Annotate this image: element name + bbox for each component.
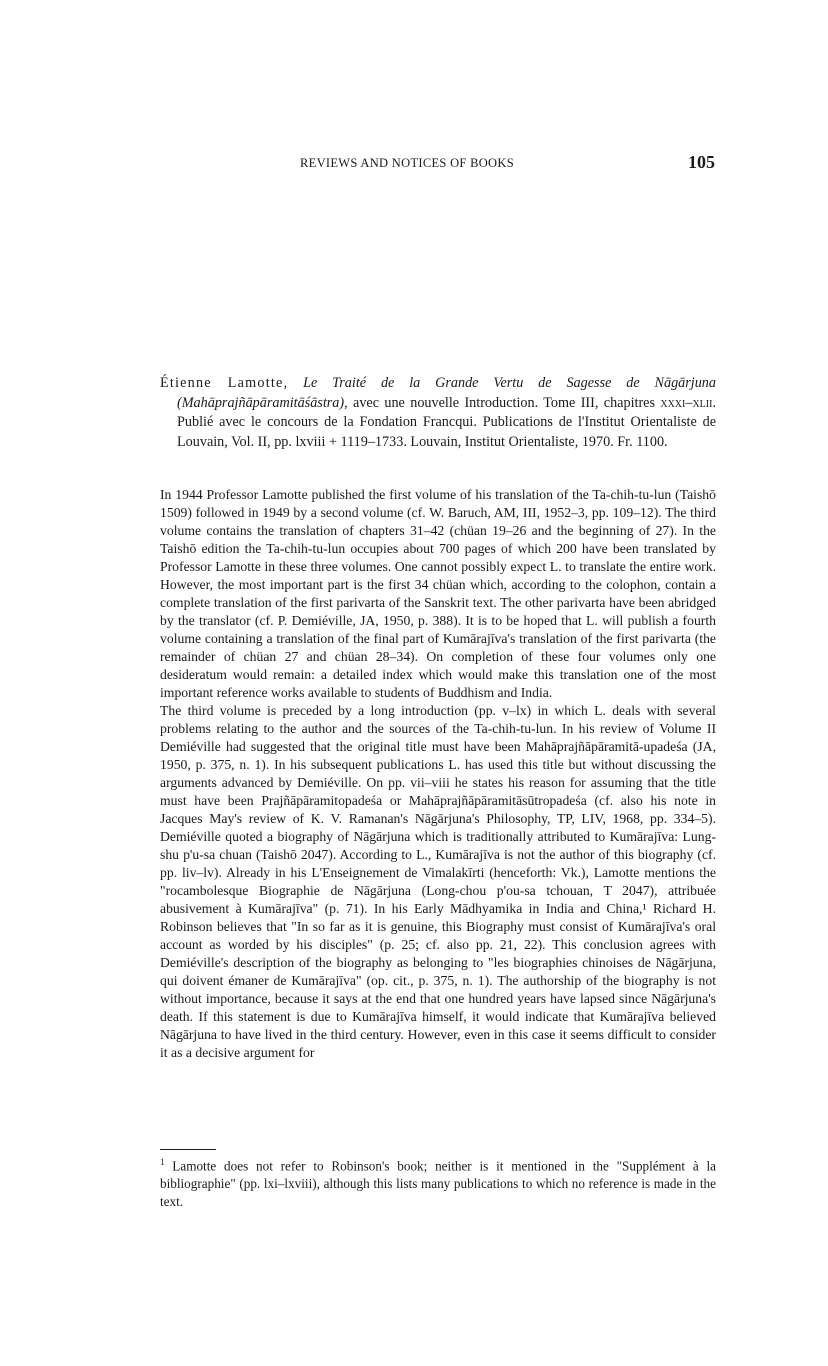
page-number: 105 xyxy=(688,152,715,172)
footnote-text: Lamotte does not refer to Robinson's book; neither is it mentioned in the "Supplément à la bibliographie" (pp. lxi–lxviii), although this lists many publications to which no reference is made in the text. xyxy=(160,1158,716,1210)
footnote-rule xyxy=(160,1149,216,1150)
book-citation xyxy=(160,374,716,452)
review-body xyxy=(160,486,716,1062)
review-paragraph-2: The third volume is preceded by a long introduction (pp. v–lx) in which L. deals with several problems relating to the author and the sources of the Ta-chih-tu-lun. In his review of Volume II Demiéville had suggested that the original title must have been Mahāprajñāpāramitā-upadeśa (JA, 1950, p. 375, n. 1). In his subsequent publications L. has used this title but without discussing the arguments advanced by Demiéville. On pp. vii–viii he states his reason for assuming that the title must have been Prajñāpāramitopadeśa or Mahāprajñāpāramitāsūtropadeśa (cf. also his note in Jacques May's review of K. V. Ramanan's Nāgārjuna's Philosophy, TP, LIV, 1968, pp. 334–5). Demiéville quoted a biography of Nāgārjuna which is traditionally attributed to Kumārajīva: Lung-shu p'u-sa chuan (Taishō 2047). According to L., Kumārajīva is not the author of this biography (cf. pp. liv–lv). Already in his L'Enseignement de Vimalakīrti (henceforth: Vk.), Lamotte mentions the "rocambolesque Biographie de Nāgārjuna (Long-chou p'ou-sa tchouan, T 2047), attribuée abusivement à Kumārajīva" (p. 71). In his Early Mādhyamika in India and China,¹ Richard H. Robinson believes that "In so far as it is genuine, this Biography must consist of Kumārajīva's oral account as worded by his disciples" (p. 25; cf. also pp. 21, 22). This conclusion agrees with Demiéville's description of the biography as belonging to "les biographies chinoises de Nāgārjuna, qui doivent émaner de Kumārajīva" (op. cit., p. 375, n. 1). The authorship of the biography is not without importance, because it says at the end that one hundred years have lapsed since Nāgārjuna's death. If this statement is due to Kumārajīva himself, it would indicate that Kumārajīva believed Nāgārjuna to have lived in the third century. However, even in this case it seems difficult to consider it as a decisive argument for xyxy=(160,703,716,1060)
citation-chapters: xxxi–xlii xyxy=(660,394,713,411)
citation-details-1: , avec une nouvelle Introduction. Tome III, chapitres xyxy=(344,394,661,411)
citation-details-2: . Publié avec le concours de la Fondation Francqui. Publications de l'Institut Orientaliste de Louvain, Vol. II, pp. lxviii + 1119–1733. Louvain, Institut Orientaliste, 1970. Fr. 1100. xyxy=(177,394,716,450)
running-head: REVIEWS AND NOTICES OF BOOKS xyxy=(300,156,514,170)
page-header xyxy=(160,154,715,178)
review-paragraph-1: In 1944 Professor Lamotte published the first volume of his translation of the Ta-chih-tu-lun (Taishō 1509) followed in 1949 by a second volume (cf. W. Baruch, AM, III, 1952–3, pp. 109–12). The third volume contains the translation of chapters 31–42 (chüan 19–26 and the beginning of 27). In the Taishō edition the Ta-chih-tu-lun occupies about 700 pages of which 200 have been translated by Professor Lamotte in these three volumes. One cannot possibly expect L. to translate the entire work. However, the most important part is the first 34 chüan which, according to the colophon, contain a complete translation of the first parivarta of the Sanskrit text. The other parivarta have been abridged by the translator (cf. P. Demiéville, JA, 1950, p. 388). It is to be hoped that L. will publish a fourth volume containing a translation of the final part of Kumārajīva's translation of the first parivarta (the remainder of chüan 27 and chüan 28–34). On completion of these four volumes only one desideratum would remain: a detailed index which would make this translation one of the most important reference works available to students of Buddhism and India. xyxy=(160,487,716,700)
footnote-marker: 1 xyxy=(160,1157,165,1167)
footnote xyxy=(160,1153,716,1211)
citation-author: Étienne Lamotte, xyxy=(160,375,289,391)
citation-title: Le Traité de la Grande Vertu de Sagesse de Nāgārjuna (Mahāprajñāpāramitāśāstra) xyxy=(177,375,716,411)
